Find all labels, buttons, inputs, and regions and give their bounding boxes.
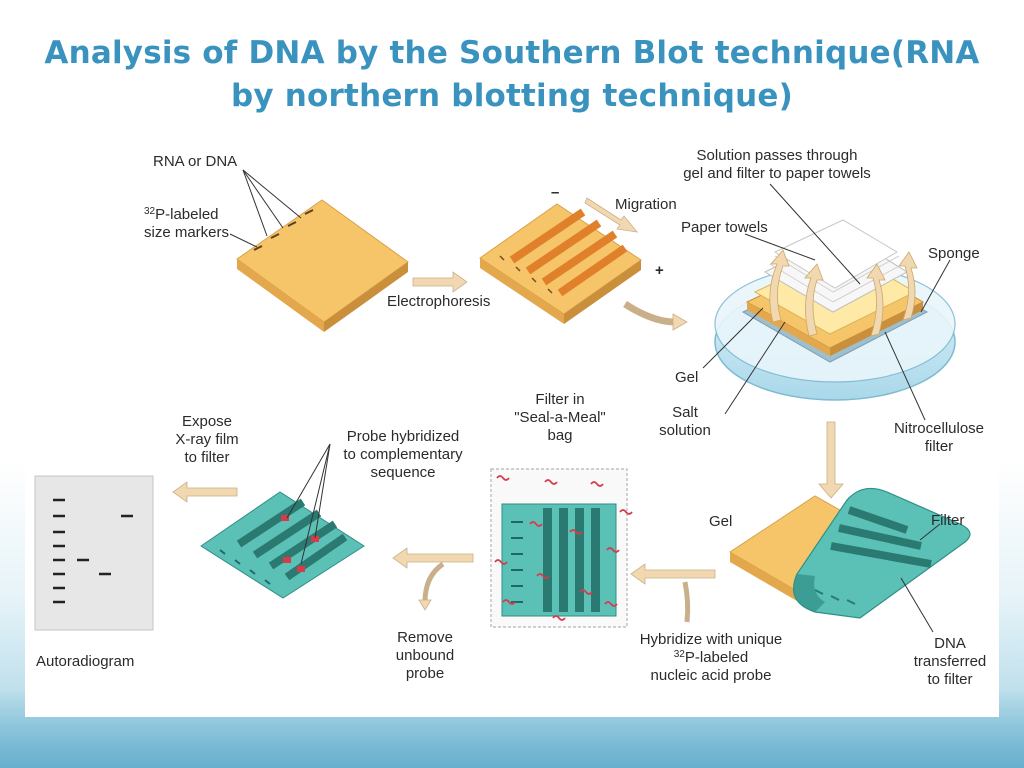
label-dna-transferred: DNA transferred to filter xyxy=(913,635,987,688)
nucleic-probe-text: nucleic acid probe xyxy=(650,667,772,684)
slide-title: Analysis of DNA by the Southern Blot technique(RNA by northern blotting technique) xyxy=(44,35,980,114)
label-solution-passes: Solution passes through gel and filter to paper towels xyxy=(683,147,871,182)
hybridized-filter xyxy=(201,492,364,598)
arrow-to-transfer xyxy=(625,304,687,330)
isotope-superscript: 32 xyxy=(144,206,156,217)
isotope-superscript-probe: 32 xyxy=(673,649,685,660)
arrow-hybridize xyxy=(631,564,715,622)
label-plus: + xyxy=(655,262,664,279)
label-filter-in-bag: Filter in "Seal-a-Meal" bag xyxy=(514,391,606,444)
label-migration: Migration xyxy=(615,196,677,213)
arrow-down-to-filter xyxy=(819,422,843,498)
label-gel-top: Gel xyxy=(675,369,699,386)
southern-blot-diagram xyxy=(25,132,999,717)
label-minus: – xyxy=(551,184,560,201)
label-expose-film: Expose X-ray film to filter xyxy=(175,413,239,466)
gel-slab-with-wells xyxy=(237,200,408,332)
probe-label-text: P-labeled xyxy=(684,649,749,666)
capillary-transfer-tray xyxy=(715,220,955,400)
arrow-remove-probe xyxy=(393,548,473,610)
label-salt-solution: Salt solution xyxy=(659,404,711,439)
label-sponge: Sponge xyxy=(928,245,980,262)
label-autoradiogram: Autoradiogram xyxy=(36,653,135,670)
label-rna-or-dna: RNA or DNA xyxy=(153,153,238,170)
label-nitrocellulose-filter: Nitrocellulose filter xyxy=(893,420,985,455)
label-size-markers xyxy=(144,206,229,242)
size-markers-text: P-labeled size markers xyxy=(144,206,230,241)
label-probe-hybridized: Probe hybridized to complementary sequence xyxy=(343,428,463,481)
label-paper-towels: Paper towels xyxy=(681,219,768,236)
arrow-electrophoresis xyxy=(413,272,467,292)
arrow-expose xyxy=(173,482,237,502)
hybridize-text: Hybridize with unique xyxy=(639,631,783,648)
filter-in-bag xyxy=(491,469,632,627)
label-hybridize-probe xyxy=(629,631,793,685)
gel-and-filter xyxy=(730,488,970,618)
autoradiogram-film xyxy=(35,476,153,630)
label-gel-bottom: Gel xyxy=(709,513,733,530)
label-remove-probe: Remove unbound probe xyxy=(395,629,455,682)
label-filter: Filter xyxy=(931,512,965,529)
label-electrophoresis: Electrophoresis xyxy=(387,293,491,310)
